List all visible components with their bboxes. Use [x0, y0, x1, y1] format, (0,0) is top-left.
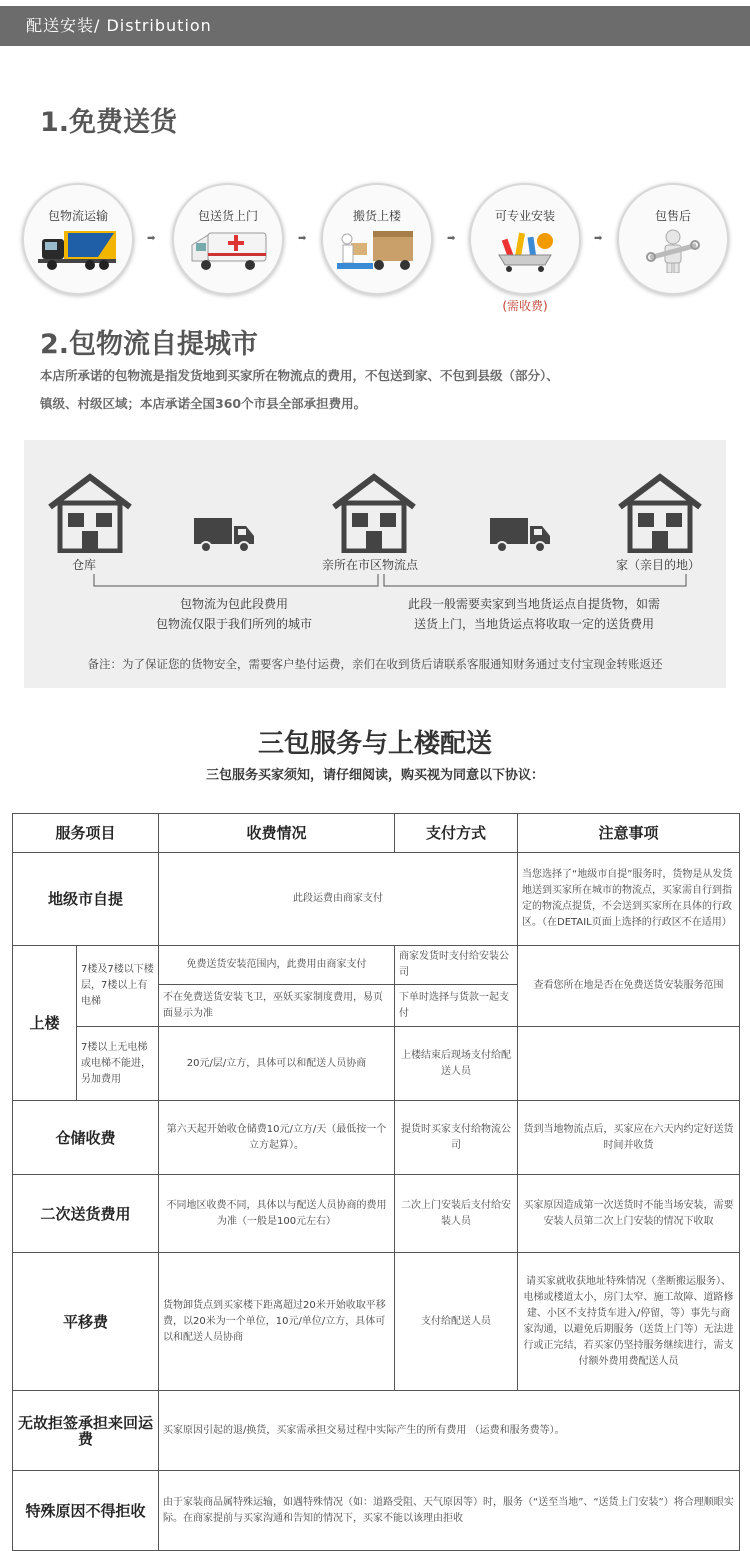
- segment2-desc: [384, 594, 684, 634]
- row-fee: 不在免费送货安装飞卫，巫妖买家制度费用，易页面显示为准: [159, 985, 395, 1027]
- row-fee: 不同地区收费不同，具体以与配送人员协商的费用为准（一般是100元左右）: [159, 1175, 395, 1253]
- header-pay: 支付方式: [395, 814, 518, 853]
- row-item: 二次送货费用: [13, 1175, 159, 1253]
- row-subitem: 7楼以上无电梯或电梯不能进，另加费用: [77, 1027, 159, 1101]
- row-item: 无故拒签承担来回运费: [13, 1391, 159, 1471]
- arrow-icon: ➡: [147, 233, 156, 244]
- row-fee: 20元/层/立方，具体可以和配送人员协商: [159, 1027, 395, 1101]
- truck-icon: [490, 516, 552, 554]
- table-row: [13, 1253, 740, 1391]
- row-subitem: 7楼及7楼以下楼层，7楼以上有电梯: [77, 946, 159, 1027]
- diagram-note: 备注：为了保证您的货物安全，需要客户垫付运费，亲们在收到货后请联系客服通知财务通过支付宝现金转账返还: [87, 657, 663, 671]
- node-city-logistics: 亲所在市区物流点: [322, 558, 419, 572]
- step-logistics: [22, 183, 134, 295]
- row-notes: 货到当地物流点后，买家应在六天内约定好送货时间并收货: [518, 1101, 740, 1175]
- segment-brackets: [24, 572, 726, 592]
- row-notes: 查看您所在地是否在免费送货安装服务范围: [518, 946, 740, 1027]
- header-fee: 收费情况: [159, 814, 395, 853]
- segment1-line1: 包物流为包此段费用: [179, 597, 288, 611]
- table-row: [13, 853, 740, 946]
- segment1-desc: [124, 594, 344, 634]
- row-pay: 上楼结束后现场支付给配送人员: [395, 1027, 518, 1101]
- house-icon: [46, 473, 134, 553]
- segment1-line2: 包物流仅限于我们所列的城市: [155, 617, 312, 631]
- row-fee: 此段运费由商家支付: [159, 853, 518, 946]
- table-row: [13, 1471, 740, 1551]
- row-fee: 第六天起开始收仓储费10元/立方/天（最低按一个立方起算）。: [159, 1101, 395, 1175]
- row-fee: 免费送货安装范围内，此费用由商家支付: [159, 946, 395, 985]
- table-row: [13, 1175, 740, 1253]
- table-row: [13, 946, 740, 985]
- row-item: 仓储收费: [13, 1101, 159, 1175]
- house-icon: [330, 473, 418, 553]
- row-text: 由于家装商品属特殊运输，如遇特殊情况（如：道路受阻、天气原因等）时，服务（“送至当地”、“送货上门安装”）将合理顺眼实际。在商家提前与买家沟通和告知的情况下，买家不能以该理由拒收: [159, 1471, 740, 1551]
- row-item: 上楼: [13, 946, 77, 1101]
- row-item: 地级市自提: [13, 853, 159, 946]
- row-pay: 二次上门安装后支付给安装人员: [395, 1175, 518, 1253]
- carry-boxes-icon: [337, 229, 417, 273]
- row-pay: 下单时选择与货款一起支付: [395, 985, 518, 1027]
- table-row: [13, 1101, 740, 1175]
- step-label: 可专业安装: [494, 209, 555, 223]
- arrow-icon: ➡: [594, 233, 603, 244]
- section3-title: 三包服务与上楼配送: [257, 729, 492, 759]
- row-text: 买家原因引起的退/换货，买家需承担交易过程中实际产生的所有费用 （运费和服务费等）。: [159, 1391, 740, 1471]
- truck-icon: [38, 229, 118, 273]
- section2-title: 2.包物流自提城市: [40, 329, 259, 360]
- row-notes-empty: [518, 1027, 740, 1101]
- tool-cart-icon: [485, 229, 565, 273]
- header-item: 服务项目: [13, 814, 159, 853]
- row-pay: 支付给配送人员: [395, 1253, 518, 1391]
- step-carry-upstairs: [321, 183, 433, 295]
- node-warehouse: 仓库: [72, 558, 97, 572]
- row-fee: 货物卸货点到买家楼下距离超过20米开始收取平移费，以20米为一个单位，10元/单位/立方，具体可以和配送人员协商: [159, 1253, 395, 1391]
- logistics-paragraph: 本店所承诺的包物流是指发货地到买家所在物流点的费用，不包送到家、不包到县级（部分）、镇级、村级区域；本店承诺全国360个市县全部承担费用。: [40, 368, 559, 411]
- section1-title: 1.免费送货: [40, 107, 178, 138]
- step-after-sales: [617, 183, 729, 295]
- step-label: 包物流运输: [47, 209, 108, 223]
- step-label: 包售后: [654, 209, 691, 223]
- section3-subtitle: 三包服务买家须知，请仔细阅读，购买视为同意以下协议：: [205, 768, 544, 783]
- row-item: 平移费: [13, 1253, 159, 1391]
- step-install: [469, 183, 581, 295]
- install-fee-note: (需收费): [502, 299, 548, 313]
- header-notes: 注意事项: [518, 814, 740, 853]
- service-table: [12, 813, 740, 1551]
- row-pay: 提货时买家支付给物流公司: [395, 1101, 518, 1175]
- segment2-line1: 此段一般需要卖家到当地货运点自提货物，如需: [407, 597, 660, 611]
- row-item: 特殊原因不得拒收: [13, 1471, 159, 1551]
- logistics-diagram: [24, 440, 726, 688]
- row-notes: 买家原因造成第一次送货时不能当场安装，需要安装人员第二次上门安装的情况下收取: [518, 1175, 740, 1253]
- row-notes: 请买家就收获地址特殊情况（垄断搬运服务）、电梯或楼道太小，房门太窄、施工故障、道路修建、小区不支持货车进入/停留，等）事先与商家沟通，以避免后期服务（送货上门等）无法进行或正完结，若买家仍坚持服务继续进行，需支付额外费用费配送人员: [518, 1253, 740, 1391]
- segment2-line2: 送货上门，当地货运点将收取一定的送货费用: [413, 617, 654, 631]
- truck-icon: [194, 516, 256, 554]
- row-notes: 当您选择了“地级市自提”服务时，货物是从发货地送到买家所在城市的物流点，买家需自行到指定的物流点提货，不会送到买家所在具体的行政区。（在DETAIL页面上选择的行政区不在适用）: [518, 853, 740, 946]
- step-label: 搬货上楼: [352, 209, 401, 223]
- table-header-row: [13, 814, 740, 853]
- table-row: [13, 1027, 740, 1101]
- delivery-van-icon: [188, 229, 268, 273]
- node-home: 家（亲目的地）: [616, 558, 701, 572]
- step-label: 包送货上门: [197, 209, 258, 223]
- house-icon: [616, 473, 704, 553]
- table-row: [13, 1391, 740, 1471]
- page-header: 配送安装/ Distribution: [0, 6, 750, 46]
- arrow-icon: ➡: [447, 233, 456, 244]
- step-door-delivery: [172, 183, 284, 295]
- row-pay: 商家发货时支付给安装公司: [395, 946, 518, 985]
- arrow-icon: ➡: [298, 233, 307, 244]
- after-sales-icon: [633, 229, 713, 273]
